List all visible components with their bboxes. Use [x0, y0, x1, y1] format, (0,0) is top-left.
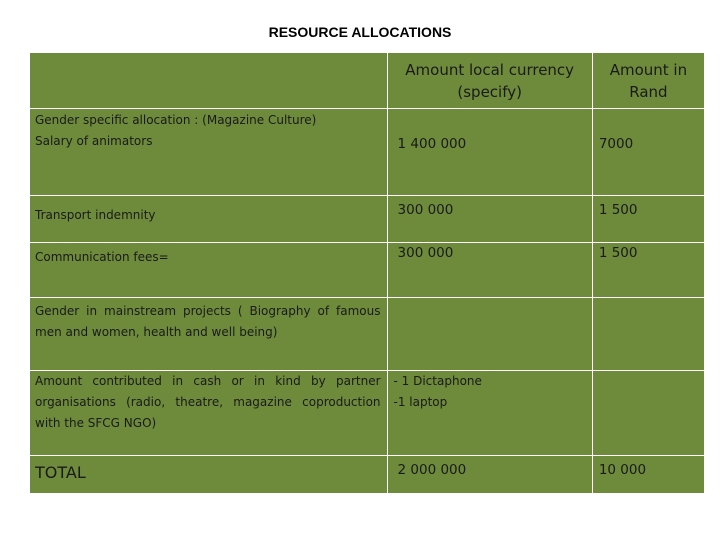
header-amount-rand: Amount in Rand — [592, 53, 704, 109]
cell-local-amount — [387, 371, 592, 456]
row-label — [30, 109, 388, 196]
row-label-line: Salary of animators — [35, 134, 153, 148]
row-label-line: Gender specific allocation : (Magazine Culture) — [35, 113, 317, 127]
row-label: Communication fees= — [30, 243, 388, 298]
total-rand-amount: 10 000 — [592, 456, 704, 494]
cell-local-amount: 300 000 — [387, 243, 592, 298]
row-label: Transport indemnity — [30, 196, 388, 243]
cell-local-amount: 300 000 — [387, 196, 592, 243]
resource-allocation-table — [29, 52, 705, 494]
header-empty-cell — [30, 53, 388, 109]
row-label: Gender in mainstream projects ( Biography of famous men and women, health and well being) — [30, 298, 388, 371]
total-local-amount: 2 000 000 — [387, 456, 592, 494]
table-row — [30, 196, 705, 243]
total-label: TOTAL — [30, 456, 388, 494]
cell-rand-amount — [592, 298, 704, 371]
cell-rand-amount: 1 500 — [592, 196, 704, 243]
in-kind-item: -1 laptop — [393, 395, 448, 409]
page-title: RESOURCE ALLOCATIONS — [268, 24, 452, 40]
total-row — [30, 456, 705, 494]
in-kind-item: - 1 Dictaphone — [393, 374, 482, 388]
cell-local-amount: 1 400 000 — [387, 109, 592, 196]
table-header-row — [30, 53, 705, 109]
header-local-currency: Amount local currency (specify) — [387, 53, 592, 109]
table-row — [30, 243, 705, 298]
cell-rand-amount — [592, 371, 704, 456]
cell-local-amount — [387, 298, 592, 371]
table-row — [30, 298, 705, 371]
row-label: Amount contributed in cash or in kind by partner organisations (radio, theatre, magazine coproduction with the SFCG NGO) — [30, 371, 388, 456]
cell-rand-amount: 1 500 — [592, 243, 704, 298]
table-row — [30, 109, 705, 196]
cell-rand-amount: 7000 — [592, 109, 704, 196]
table-row — [30, 371, 705, 456]
